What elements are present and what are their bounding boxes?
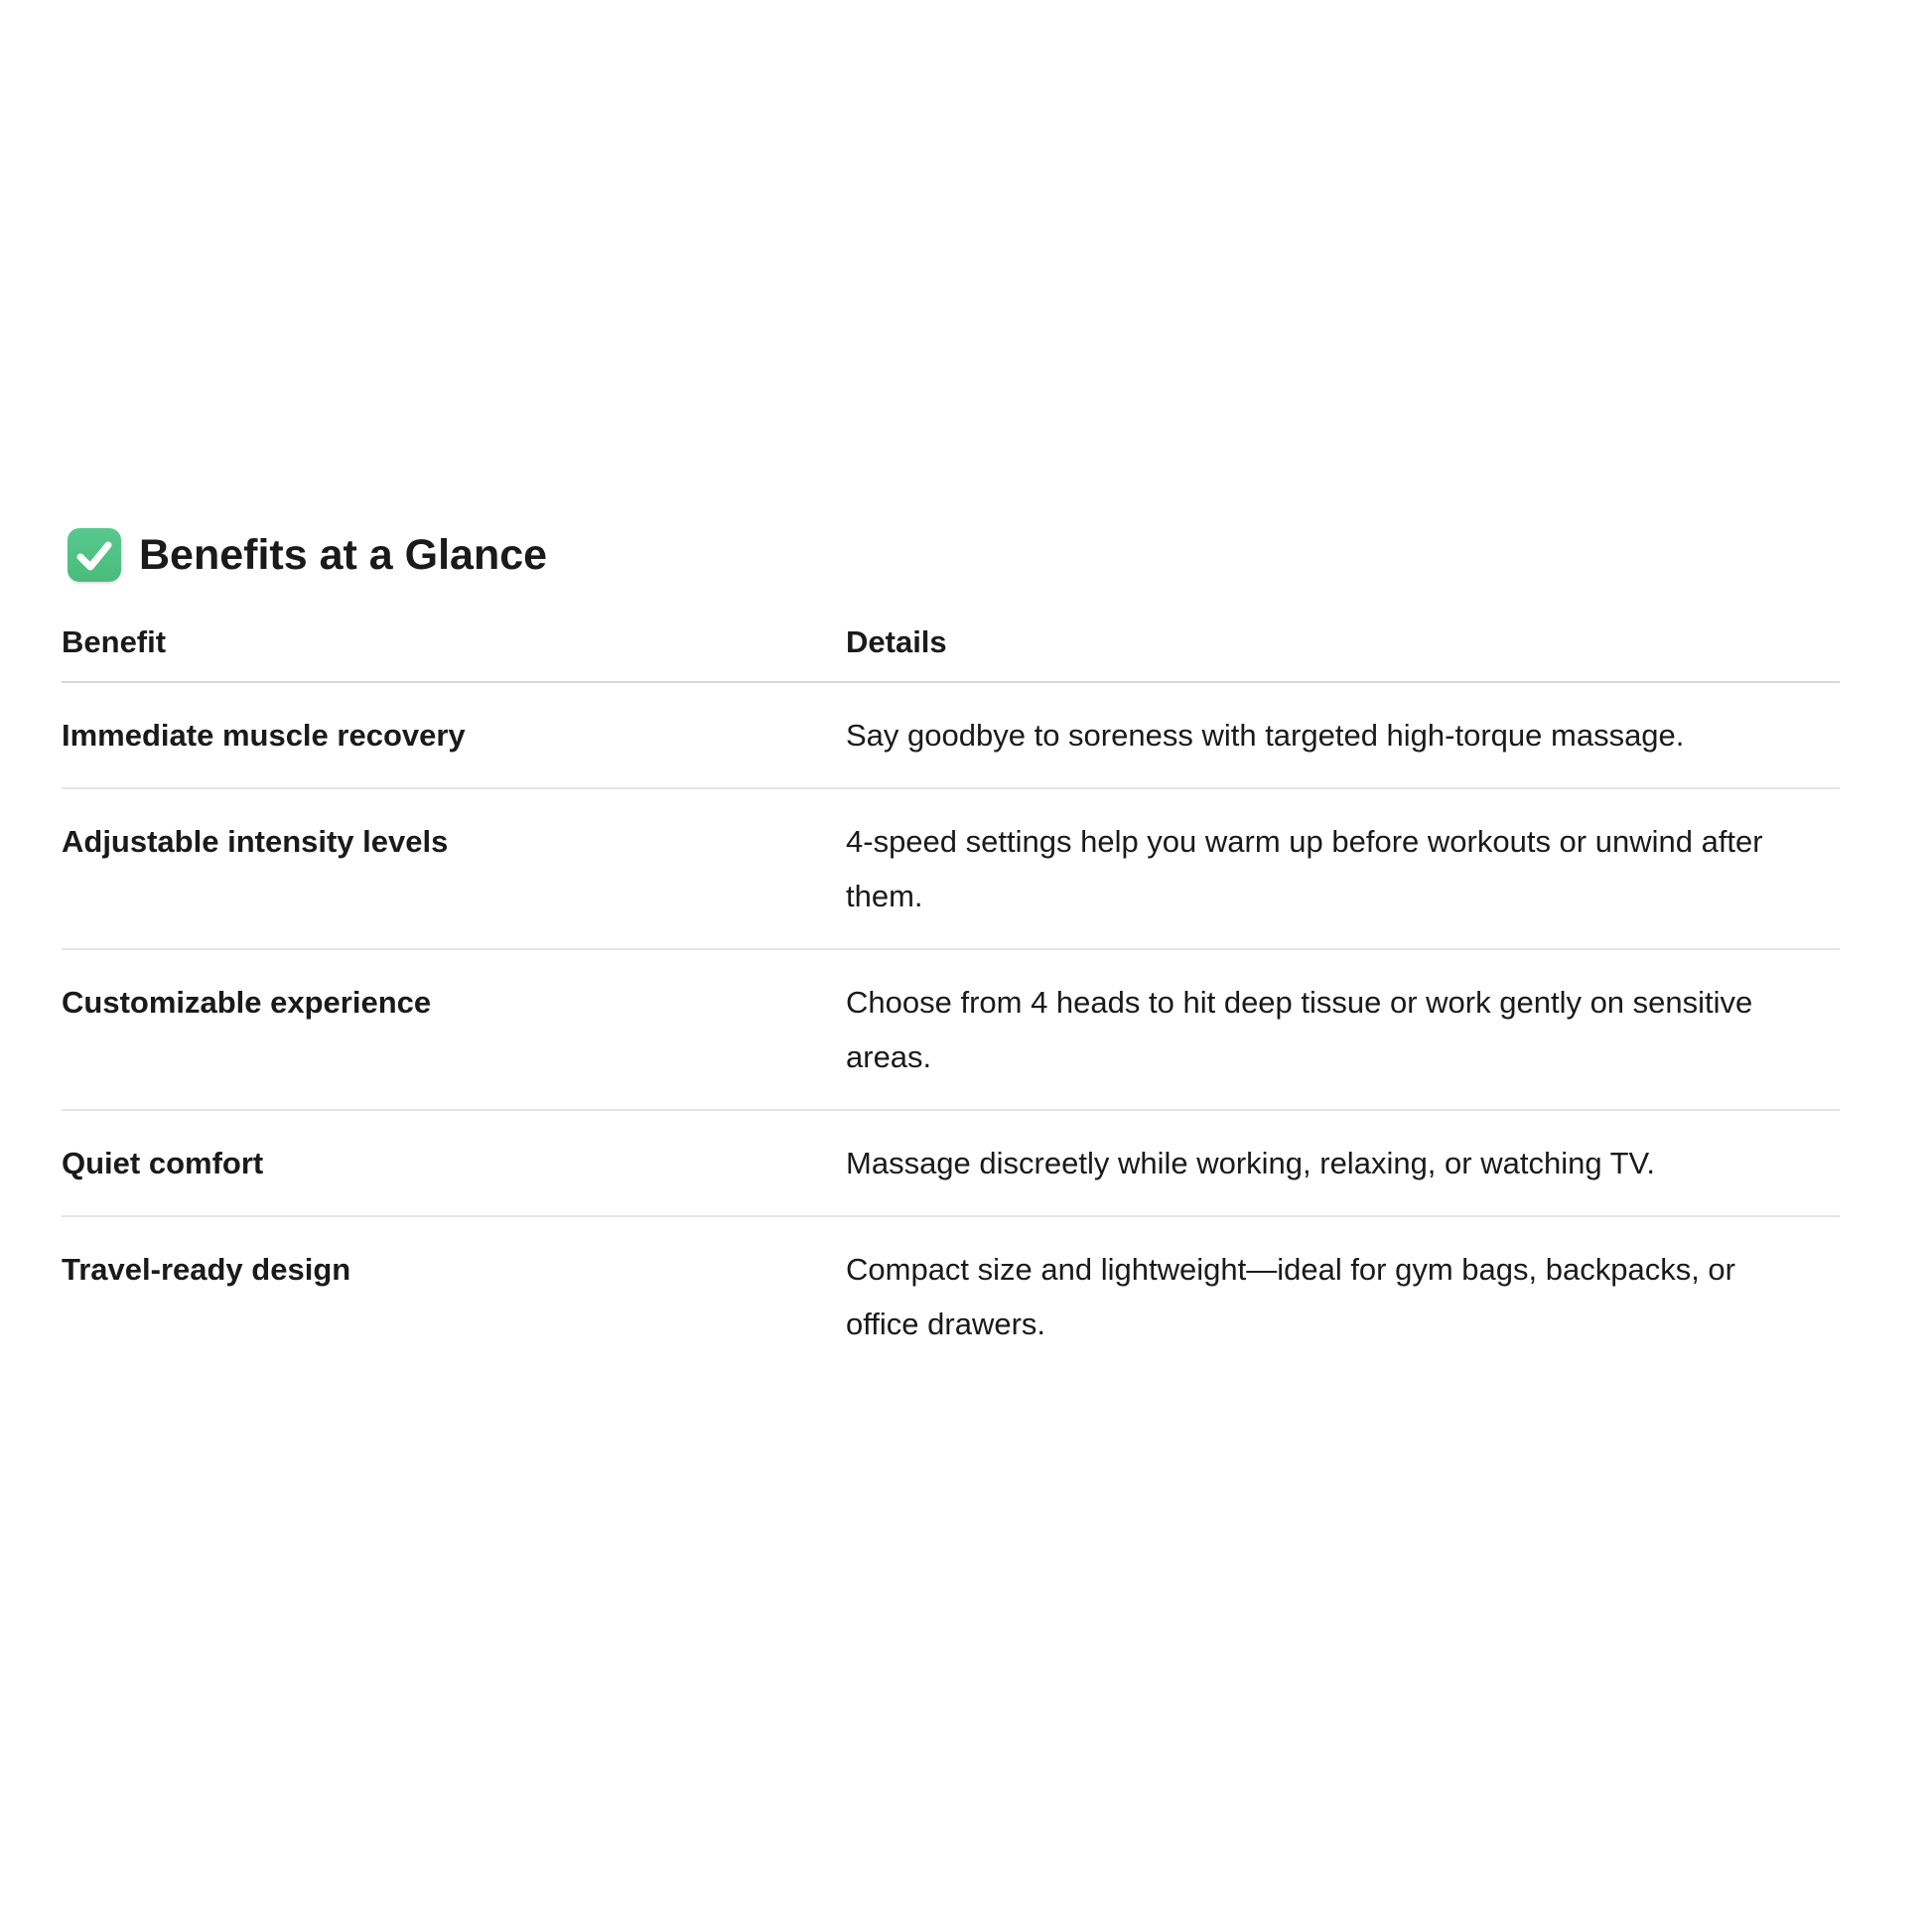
- benefit-cell: Travel-ready design: [62, 1252, 351, 1287]
- benefit-cell: Adjustable intensity levels: [62, 788, 846, 949]
- table-row: [62, 788, 1840, 949]
- table-row: [62, 1110, 1840, 1216]
- benefit-cell: Customizable experience: [62, 949, 846, 1110]
- section-title: Benefits at a Glance: [139, 531, 548, 579]
- table-row: [62, 1216, 1840, 1376]
- table-row: [62, 682, 1840, 788]
- details-cell: Massage discreetly while working, relaxing, or watching TV.: [846, 1110, 1840, 1216]
- details-cell: Say goodbye to soreness with targeted high-torque massage.: [846, 682, 1840, 788]
- benefit-cell: Quiet comfort: [62, 1110, 846, 1216]
- benefits-table: [62, 579, 1840, 1376]
- details-cell: Choose from 4 heads to hit deep tissue or work gently on sensitive areas.: [846, 949, 1840, 1110]
- check-mark-emoji-icon: [68, 528, 121, 582]
- details-cell: 4-speed settings help you warm up before workouts or unwind after them.: [846, 788, 1840, 949]
- section-heading: [62, 524, 547, 586]
- column-header-details: Details: [846, 579, 1840, 682]
- table-header-row: [62, 579, 1840, 682]
- column-header-benefit: Benefit: [62, 579, 846, 682]
- details-cell: Compact size and lightweight—ideal for gym bags, backpacks, or office drawers.: [846, 1252, 1735, 1341]
- table-row: [62, 949, 1840, 1110]
- benefit-cell: Immediate muscle recovery: [62, 682, 846, 788]
